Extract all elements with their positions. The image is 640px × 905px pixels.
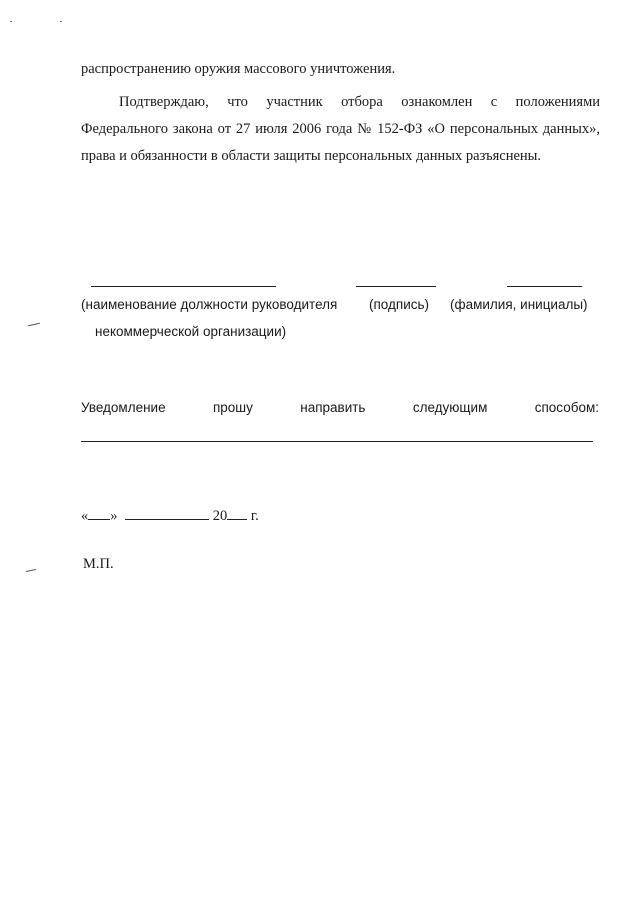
year-prefix: 20: [212, 508, 228, 524]
continuation-line: распространению оружия массового уничтожения.: [81, 61, 396, 77]
position-caption: (наименование должности руководителя: [81, 297, 338, 312]
month-blank: [125, 506, 209, 520]
scan-mark: [28, 323, 40, 326]
position-signature-line: [91, 286, 276, 287]
name-signature-line: [507, 286, 582, 287]
year-blank: [227, 506, 247, 520]
notification-word: способом:: [534, 400, 599, 415]
scan-speck: [60, 21, 62, 22]
notification-word: Уведомление: [81, 400, 166, 415]
position-caption-continued: некоммерческой организации): [95, 324, 287, 339]
notification-word: направить: [300, 400, 366, 415]
signature-line: [356, 286, 436, 287]
notification-word: прошу: [212, 400, 253, 415]
name-caption: (фамилия, инициалы): [450, 297, 588, 312]
day-blank: [88, 506, 110, 520]
scan-mark: [26, 569, 36, 572]
confirmation-paragraph: Подтверждаю, что участник отбора ознакомлен с положениями Федерального закона от 27 июля 2006 года № 152-ФЗ «О персональных данных», права и обязанности в области защиты персональных данных разъяснены.: [81, 94, 600, 164]
date-open-quote: «: [81, 508, 89, 524]
date-field: [81, 506, 259, 525]
notification-method-line: [81, 441, 593, 442]
stamp-placeholder: М.П.: [83, 556, 114, 572]
year-suffix: г.: [250, 508, 259, 524]
scan-speck: [10, 21, 12, 22]
notification-word: следующим: [412, 400, 488, 415]
date-close-quote: »: [110, 508, 118, 524]
signature-caption: (подпись): [369, 297, 430, 312]
notification-request: [81, 400, 599, 415]
